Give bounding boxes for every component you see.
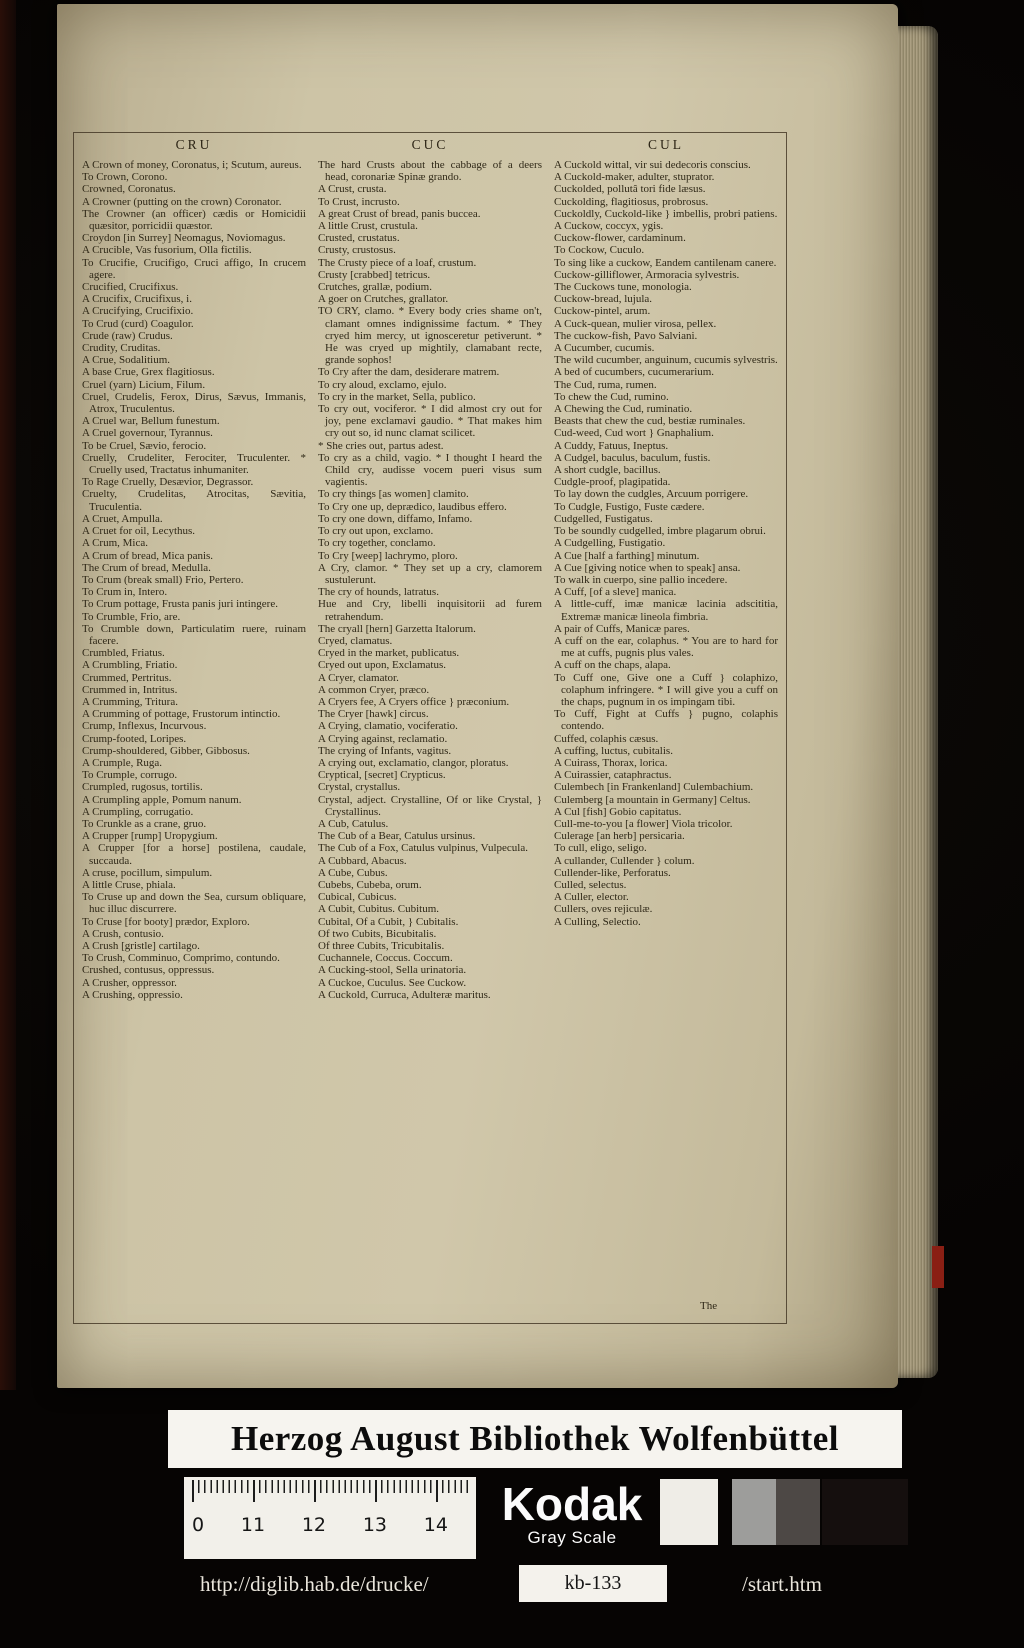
dictionary-entry: To be Cruel, Sævio, ferocio. — [82, 439, 207, 452]
dictionary-entry: The crying of Infants, vagitus. — [318, 744, 452, 757]
dictionary-entry: Crusty, crustosus. — [318, 244, 396, 257]
dictionary-entry: A cullander, Cullender } colum. — [554, 854, 695, 867]
dictionary-entry: Cuckow-flower, cardaminum. — [554, 232, 686, 245]
column-entries-3 — [554, 159, 778, 1311]
dictionary-entry: To cry out, vociferor. * I did almost cry out for joy, pene exclamavi gaudio. * That makes him cry out so, id nunc clamat scilicet. — [318, 403, 542, 440]
dictionary-entry: A cruse, pocillum, simpulum. — [82, 866, 213, 879]
dictionary-entry: Crystal, adject. Crystalline, Of or like Crystal, } Crystallinus. — [318, 793, 542, 818]
library-name: Herzog August Bibliothek Wolfenbüttel — [230, 1419, 840, 1458]
measurement-ruler — [184, 1477, 476, 1559]
dictionary-entry: A Cuckold, Curruca, Adulteræ maritus. — [318, 988, 491, 1001]
dictionary-entry: A Crumpling apple, Pomum nanum. — [82, 793, 242, 806]
dictionary-entry: A cuff on the chaps, alapa. — [554, 659, 671, 672]
dictionary-entry: A Crue, Sodalitium. — [82, 354, 170, 367]
kodak-label-block — [486, 1480, 658, 1548]
dictionary-entry: A Cube, Cubus. — [318, 866, 388, 879]
dictionary-entry: To Cudgle, Fustigo, Fuste cædere. — [554, 500, 705, 513]
dictionary-entry: Cuffed, colaphis cæsus. — [554, 732, 659, 745]
dictionary-entry: A Cry, clamor. * They set up a cry, clamorem sustulerunt. — [318, 561, 542, 586]
dictionary-entry: Crummed in, Intritus. — [82, 683, 178, 696]
dictionary-entry: A Crush [gristle] cartilago. — [82, 940, 200, 952]
dictionary-entry: To Crum in, Intero. — [82, 586, 168, 599]
dictionary-entry: A Cuff, [of a sleve] manica. — [554, 586, 677, 599]
dictionary-entry: To Cockow, Cuculo. — [554, 244, 645, 257]
dictionary-entry: Cruel (yarn) Licium, Filum. — [82, 378, 206, 391]
dictionary-entry: A Crucifying, Crucifixio. — [82, 305, 194, 318]
dictionary-entry: Crude (raw) Crudus. — [82, 329, 173, 342]
dictionary-entry: To cull, eligo, seligo. — [554, 842, 647, 855]
dictionary-entry: To Crumble down, Particulatim ruere, ruinam facere. — [82, 622, 306, 647]
dictionary-entry: A Culling, Selectio. — [554, 915, 641, 928]
ruler-number: 12 — [301, 1514, 327, 1536]
dictionary-entry: Cuckolded, pollutâ tori fide læsus. — [554, 183, 706, 196]
dictionary-entry: A Crumbling, Friatio. — [82, 659, 178, 672]
dictionary-entry: A Cub, Catulus. — [318, 817, 389, 830]
dictionary-entry: The cry of hounds, latratus. — [318, 586, 439, 599]
column-entries-2 — [318, 159, 542, 1311]
dictionary-entry: Cruel, Crudelis, Ferox, Dirus, Sævus, Immanis, Atrox, Truculentus. — [82, 390, 306, 416]
dictionary-entry: A Crumming, Tritura. — [82, 695, 178, 708]
dictionary-entry: Of two Cubits, Bicubitalis. — [318, 927, 437, 940]
dictionary-entry: A Cuirass, Thorax, lorica. — [554, 756, 668, 769]
book-cover-edge — [0, 0, 16, 1390]
dictionary-entry: To Crush, Comminuo, Comprimo, contundo. — [82, 952, 280, 965]
dictionary-entry: A Crupper [for a horse] postilena, caudale, succauda. — [82, 842, 306, 867]
dictionary-entry: A Cruet for oil, Lecythus. — [82, 525, 196, 538]
base-url: http://diglib.hab.de/drucke/ — [200, 1572, 429, 1596]
grayscale-patch-black — [822, 1479, 908, 1545]
book-page — [57, 4, 898, 1388]
dictionary-entry: A Crupper [rump] Uropygium. — [82, 830, 218, 843]
dictionary-entry: A Crush, contusio. — [82, 927, 164, 940]
dictionary-entry: A Crying against, reclamatio. — [318, 732, 448, 745]
dictionary-entry: Cuckow-gilliflower, Armoracia sylvestris. — [554, 268, 740, 281]
dictionary-entry: A Crucible, Vas fusorium, Olla fictilis. — [82, 244, 252, 257]
dictionary-entry: To cry together, conclamo. — [318, 537, 436, 550]
dictionary-entry: Crumpled, rugosus, tortilis. — [82, 781, 203, 794]
dictionary-entry: To Cuff one, Give one a Cuff } colaphizo, colaphum infringere. * I will give you a cuff on the chaps, pugnum in os impingam tibi. — [554, 671, 778, 708]
dictionary-entry: To Crucifie, Crucifigo, Cruci affigo, In crucem agere. — [82, 256, 306, 281]
dictionary-entry: Cullender-like, Perforatus. — [554, 866, 671, 879]
dictionary-column-2 — [318, 137, 542, 1323]
dictionary-entry: A Cryer, clamator. — [318, 671, 399, 684]
dictionary-entry: Cryptical, [secret] Crypticus. — [318, 769, 446, 782]
dictionary-entry: A Cruel governour, Tyrannus. — [82, 427, 213, 440]
dictionary-entry: Crumbled, Friatus. — [82, 647, 165, 660]
dictionary-entry: To lay down the cudgles, Arcuum porrigere. — [554, 488, 749, 501]
dictionary-entry: The hard Crusts about the cabbage of a deers head, coronariæ Spinæ grando. — [318, 159, 542, 184]
dictionary-entry: Cruelly, Crudeliter, Ferociter, Truculenter. * Cruelly used, Tractatus inhumaniter. — [82, 451, 306, 477]
dictionary-entry: Cruelty, Crudelitas, Atrocitas, Sævitia, Truculentia. — [82, 488, 306, 513]
dictionary-entry: A Cuckoe, Cuculus. See Cuckow. — [318, 976, 467, 989]
dictionary-entry: To Cry after the dam, desiderare matrem. — [318, 366, 500, 379]
start-link: /start.htm — [742, 1572, 822, 1596]
dictionary-entry: Crummed, Pertritus. — [82, 671, 172, 684]
dictionary-entry: The Cryer [hawk] circus. — [318, 708, 429, 721]
ruler-number: 14 — [423, 1514, 448, 1536]
dictionary-entry: A short cudgle, bacillus. — [554, 464, 661, 477]
dictionary-entry: To Cry one up, deprædico, laudibus effero. — [318, 500, 507, 513]
dictionary-entry: A Cudgelling, Fustigatio. — [554, 537, 666, 550]
dictionary-entry: A bed of cucumbers, cucumerarium. — [554, 366, 715, 379]
dictionary-entry: A Cucking-stool, Sella urinatoria. — [318, 964, 467, 977]
grayscale-patch-light-gray — [732, 1479, 776, 1545]
dictionary-entry: To cry one down, diffamo, Infamo. — [318, 512, 473, 525]
dictionary-entry: Of three Cubits, Tricubitalis. — [318, 940, 445, 952]
dictionary-entry: A Cue [giving notice when to speak] ansa. — [554, 561, 741, 574]
dictionary-entry: TO CRY, clamo. * Every body cries shame on't, clamant omnes indignissime factum. * They cryed him mercy, ut ignosceretur petiverunt. * He was cryed up mightily, clamabant recte, grande sophos! — [318, 305, 542, 367]
dictionary-entry: A Crying, clamatio, vociferatio. — [318, 720, 458, 733]
dictionary-entry: A Culler, elector. — [554, 891, 629, 904]
dictionary-entry: Cryed in the market, publicatus. — [318, 647, 460, 660]
dictionary-entry: To Crum (break small) Frio, Pertero. — [82, 573, 244, 586]
dictionary-entry: Cubebs, Cubeba, orum. — [318, 878, 422, 891]
dictionary-entry: Cuckow-bread, lujula. — [554, 293, 653, 306]
dictionary-entry: A Chewing the Cud, ruminatio. — [554, 403, 693, 416]
dictionary-entry: To cry as a child, vagio. * I thought I heard the Child cry, audisse vocem pueri visus sum vagientis. — [318, 451, 542, 489]
ruler-number: 11 — [240, 1514, 266, 1536]
dictionary-entry: Cryed, clamatus. — [318, 634, 393, 647]
column-entries-1 — [82, 159, 306, 1311]
dictionary-entry: To Crown, Corono. — [82, 171, 168, 184]
dictionary-entry: To Crust, incrusto. — [318, 195, 400, 208]
dictionary-entry: A Crum of bread, Mica panis. — [82, 549, 214, 562]
dictionary-entry: * She cries out, partus adest. — [318, 439, 444, 452]
dictionary-entry: To Rage Cruelly, Desævior, Degrassor. — [82, 476, 254, 489]
dictionary-entry: A little Crust, crustula. — [318, 220, 418, 233]
dictionary-entry: To Crumple, corrugo. — [82, 769, 178, 782]
dictionary-entry: Cuckolding, flagitiosus, probrosus. — [554, 195, 709, 208]
dictionary-entry: To Crum pottage, Frusta panis juri intingere. — [82, 598, 278, 611]
dictionary-entry: A little-cuff, imæ manicæ lacinia adscititia, Extremæ manicæ lineola fimbria. — [554, 598, 778, 623]
gray-scale-label: Gray Scale — [527, 1528, 617, 1547]
dictionary-entry: A Cubit, Cubitus. Cubitum. — [318, 903, 440, 916]
dictionary-entry: Cubical, Cubicus. — [318, 891, 397, 904]
dictionary-entry: The Crum of bread, Medulla. — [82, 561, 211, 574]
grayscale-patch-dark-gray — [776, 1479, 820, 1545]
dictionary-entry: Culled, selectus. — [554, 878, 627, 891]
dictionary-entry: To cry things [as women] clamito. — [318, 488, 469, 501]
dictionary-entry: Crystal, crystallus. — [318, 781, 401, 794]
dictionary-entry: Culemberg [a mountain in Germany] Celtus. — [554, 793, 751, 806]
grayscale-patch-white — [660, 1479, 718, 1545]
dictionary-entry: Crowned, Coronatus. — [82, 183, 176, 196]
dictionary-entry: Crump, Inflexus, Incurvous. — [82, 720, 207, 733]
dictionary-entry: To Cruse up and down the Sea, cursum obliquare, huc illuc discurrere. — [82, 891, 306, 916]
dictionary-entry: Cudgle-proof, plagipatida. — [554, 476, 671, 489]
column-header-cul: CUL — [648, 137, 684, 152]
dictionary-entry: A Cubbard, Abacus. — [318, 854, 407, 867]
dictionary-entry: Crudity, Cruditas. — [82, 342, 161, 355]
dictionary-entry: Cull-me-to-you [a flower] Viola tricolor. — [554, 817, 733, 830]
dictionary-entry: To sing like a cuckow, Eandem cantilenam canere. — [554, 256, 777, 269]
dictionary-entry: A base Crue, Grex flagitiosus. — [82, 366, 215, 379]
dictionary-entry: A Cruel war, Bellum funestum. — [82, 415, 220, 428]
dictionary-entry: A Cuddy, Fatuus, Ineptus. — [554, 439, 669, 452]
dictionary-entry: Cullers, oves rejiculæ. — [554, 903, 653, 916]
dictionary-entry: To walk in cuerpo, sine pallio incedere. — [554, 573, 728, 586]
red-bookmark — [932, 1246, 944, 1288]
dictionary-entry: Hue and Cry, libelli inquisitorii ad furem retrahendum. — [318, 598, 542, 623]
dictionary-entry: A Cuckold-maker, adulter, stuprator. — [554, 171, 715, 184]
dictionary-entry: Crump-footed, Loripes. — [82, 732, 187, 745]
dictionary-entry: Crucified, Crucifixus. — [82, 281, 179, 294]
dictionary-entry: A Crushing, oppressio. — [82, 988, 183, 1001]
dictionary-entry: The Cuckows tune, monologia. — [554, 281, 692, 294]
dictionary-entry: A Cul [fish] Gobio capitatus. — [554, 805, 682, 818]
dictionary-entry: To Crunkle as a crane, gruo. — [82, 817, 207, 830]
catchword: The — [700, 1300, 718, 1312]
column-header-cuc: CUC — [411, 137, 449, 152]
library-banner — [168, 1410, 902, 1468]
dictionary-entry: To Cry [weep] lachrymo, ploro. — [318, 549, 458, 562]
dictionary-entry: Crusty [crabbed] tetricus. — [318, 268, 431, 281]
dictionary-entry: The Cub of a Fox, Catulus vulpinus, Vulpecula. — [318, 842, 528, 855]
dictionary-entry: A Cue [half a farthing] minutum. — [554, 549, 700, 562]
dictionary-entry: A goer on Crutches, grallator. — [318, 293, 449, 306]
dictionary-entry: A Cucumber, cucumis. — [554, 342, 655, 355]
dictionary-entry: Cryed out upon, Exclamatus. — [318, 659, 447, 672]
dictionary-entry: The cuckow-fish, Pavo Salviani. — [554, 329, 698, 342]
dictionary-text-block — [73, 132, 787, 1324]
shelfmark-box — [519, 1565, 667, 1602]
dictionary-entry: The cryall [hern] Garzetta Italorum. — [318, 622, 476, 635]
dictionary-entry: A Cuirassier, cataphractus. — [554, 769, 672, 782]
dictionary-entry: To Crumble, Frio, are. — [82, 610, 181, 623]
dictionary-entry: A common Cryer, præco. — [318, 683, 430, 696]
dictionary-entry: A Crumpling, corrugatio. — [82, 805, 194, 818]
dictionary-entry: A pair of Cuffs, Manicæ pares. — [554, 622, 690, 635]
dictionary-entry: To Crud (curd) Coagulor. — [82, 317, 194, 330]
dictionary-entry: Crusted, crustatus. — [318, 232, 400, 245]
dictionary-column-1 — [82, 137, 306, 1323]
dictionary-entry: A crying out, exclamatio, clangor, ploratus. — [318, 756, 509, 769]
dictionary-entry: Cubital, Of a Cubit, } Cubitalis. — [318, 915, 459, 928]
dictionary-entry: A Cuckold wittal, vir sui dedecoris conscius. — [554, 159, 751, 171]
dictionary-entry: The wild cucumber, anguinum, cucumis sylvestris. — [554, 354, 778, 367]
dictionary-entry: A Crumming of pottage, Frustorum intinctio. — [82, 708, 281, 721]
dictionary-entry: The Cud, ruma, rumen. — [554, 378, 657, 391]
dictionary-entry: To Cruse [for booty] prædor, Exploro. — [82, 915, 250, 928]
dictionary-entry: A Crum, Mica. — [82, 537, 148, 550]
dictionary-column-3 — [554, 137, 778, 1323]
dictionary-entry: A Cuckow, coccyx, ygis. — [554, 220, 664, 233]
kodak-logo: Kodak — [501, 1478, 643, 1530]
dictionary-entry: Culembech [in Frankenland] Culembachium. — [554, 781, 754, 794]
dictionary-entry: Crutches, grallæ, podium. — [318, 281, 432, 294]
dictionary-entry: Cuckoldly, Cuckold-like } imbellis, probri patiens. — [554, 207, 778, 220]
dictionary-entry: The Cub of a Bear, Catulus ursinus. — [318, 830, 476, 843]
dictionary-entry: A little Cruse, phiala. — [82, 878, 176, 891]
dictionary-entry: To be soundly cudgelled, imbre plagarum obrui. — [554, 525, 766, 538]
dictionary-entry: A Crowner (putting on the crown) Coronator. — [82, 195, 282, 208]
dictionary-entry: A Cryers fee, A Cryers office } præconium. — [318, 695, 510, 708]
ruler-number: 13 — [362, 1514, 387, 1536]
dictionary-entry: Cuckow-pintel, arum. — [554, 305, 651, 318]
dictionary-entry: A Crumple, Ruga. — [82, 756, 163, 769]
dictionary-entry: A great Crust of bread, panis buccea. — [318, 207, 481, 220]
dictionary-entry: Culerage [an herb] persicaria. — [554, 830, 685, 843]
dictionary-entry: A Crown of money, Coronatus, i; Scutum, aureus. — [82, 159, 302, 171]
dictionary-entry: Cudgelled, Fustigatus. — [554, 512, 653, 525]
dictionary-entry: A Crusher, oppressor. — [82, 976, 177, 989]
dictionary-entry: A Crucifix, Crucifixus, i. — [82, 293, 192, 306]
gray-scale-patches — [660, 1479, 908, 1545]
dictionary-entry: The Crusty piece of a loaf, crustum. — [318, 256, 477, 269]
ruler-number: 0 — [192, 1514, 205, 1536]
ruler-ticks — [192, 1480, 468, 1502]
dictionary-entry: To cry aloud, exclamo, ejulo. — [318, 378, 447, 391]
dictionary-entry: Crump-shouldered, Gibber, Gibbosus. — [82, 744, 250, 757]
dictionary-entry: To chew the Cud, rumino. — [554, 390, 669, 403]
dictionary-entry: A Cruet, Ampulla. — [82, 512, 163, 525]
dictionary-entry: Croydon [in Surrey] Neomagus, Noviomagus. — [82, 232, 286, 245]
dictionary-entry: A cuff on the ear, colaphus. * You are to hard for me at cuffs, pugnis plus vales. — [554, 634, 778, 660]
dictionary-entry: To Cuff, Fight at Cuffs } pugno, colaphis contendo. — [554, 708, 778, 733]
dictionary-entry: Cud-weed, Cud wort } Gnaphalium. — [554, 427, 714, 440]
dictionary-entry: Crushed, contusus, oppressus. — [82, 964, 215, 977]
page-stack-edge — [898, 26, 938, 1378]
ruler-numbers — [192, 1514, 466, 1536]
dictionary-entry: A Cuck-quean, mulier virosa, pellex. — [554, 317, 717, 330]
dictionary-entry: A Cudgel, baculus, baculum, fustis. — [554, 451, 711, 464]
dictionary-entry: The Crowner (an officer) cædis or Homicidii quæsitor, porricidii quæstor. — [82, 207, 306, 233]
dictionary-entry: Cuchannele, Coccus. Coccum. — [318, 952, 453, 965]
dictionary-entry: A cuffing, luctus, cubitalis. — [554, 744, 673, 757]
dictionary-entry: Beasts that chew the cud, bestiæ ruminales. — [554, 415, 746, 428]
shelfmark-label: kb-133 — [564, 1572, 622, 1594]
dictionary-entry: To cry in the market, Sella, publico. — [318, 390, 476, 403]
column-header-cru: CRU — [175, 137, 213, 152]
dictionary-entry: A Crust, crusta. — [318, 183, 387, 196]
dictionary-entry: To cry out upon, exclamo. — [318, 525, 434, 538]
